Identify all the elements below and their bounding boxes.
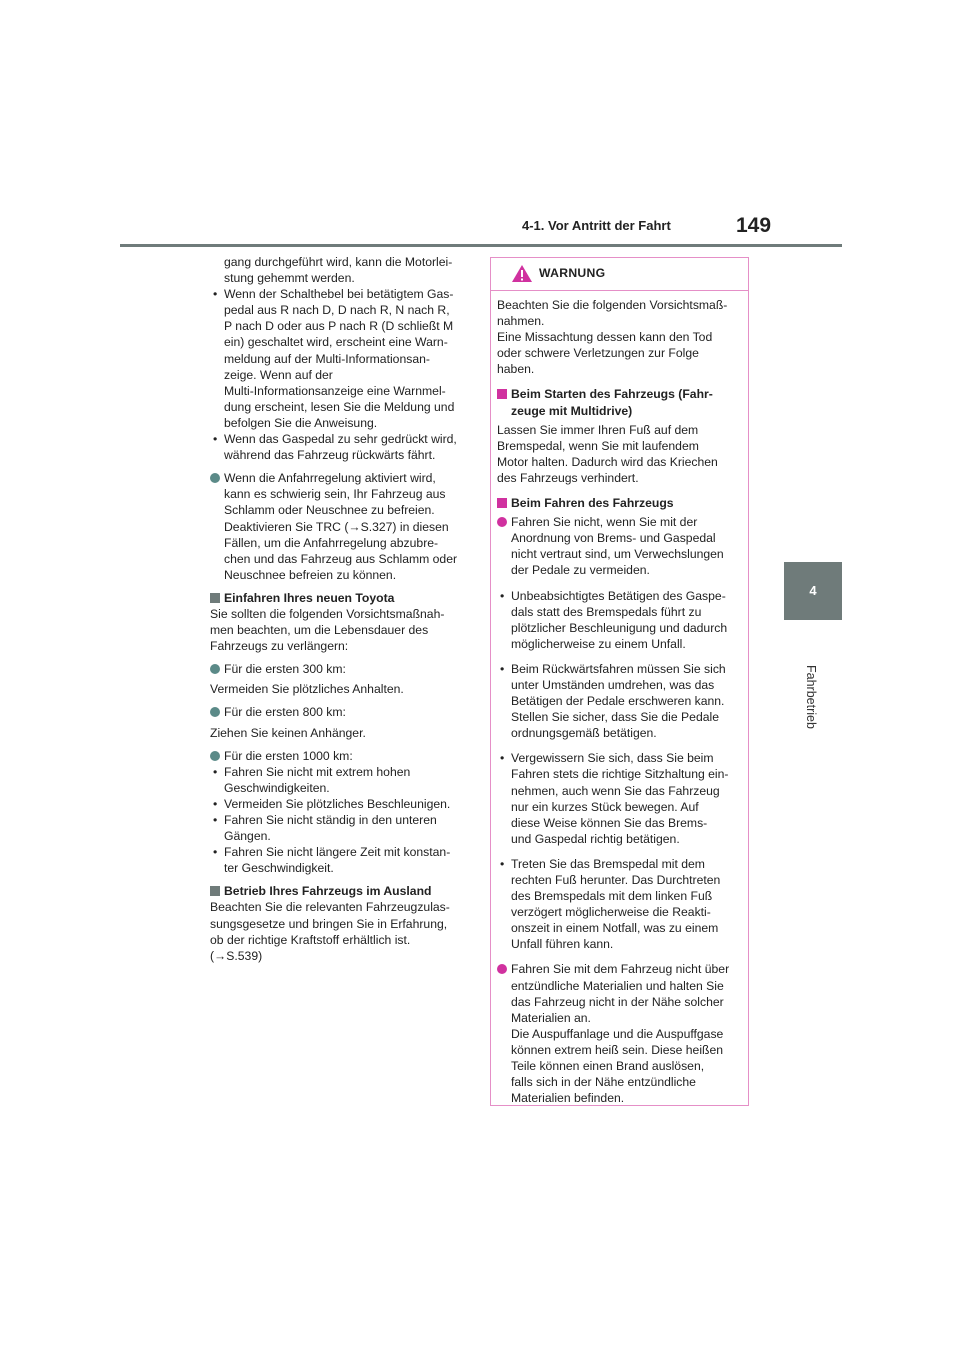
text-line: Stellen Sie sicher, dass Sie die Pedale (511, 710, 719, 725)
text-line: meldung auf der Multi-Informationsan- (224, 351, 430, 366)
text-line: zeige. Wenn auf der (224, 367, 333, 382)
circle-bullet-item (210, 470, 468, 583)
circle-bullet-item (210, 704, 468, 720)
paragraph (210, 606, 468, 654)
text-line: men beachten, um die Lebensdauer des (210, 623, 429, 638)
dash-item (210, 764, 468, 796)
square-bullet-icon (210, 886, 220, 896)
chapter-label-text: Fahrbetrieb (804, 665, 818, 729)
text-line: Teile können einen Brand auslösen, (511, 1059, 705, 1074)
text-line: pedal aus R nach D, D nach R, N nach R, (224, 303, 450, 318)
dash-item (210, 796, 468, 812)
text-line: falls sich in der Nähe entzündliche (511, 1075, 696, 1090)
circle-bullet-icon (210, 473, 220, 483)
dash-item (210, 431, 468, 463)
text-line: oder schwere Verletzungen zur Folge (497, 346, 699, 361)
text-line: ordnungsgemäß betätigen. (511, 726, 657, 741)
text-line: • Treten Sie das Bremspedal mit dem (511, 856, 705, 871)
warning-heading (497, 495, 742, 511)
text-line: • Vermeiden Sie plötzliches Beschleunigen. (224, 796, 451, 811)
heading-text: Einfahren Ihres neuen Toyota (224, 590, 395, 605)
text-line: des Fahrzeugs verhindert. (497, 470, 639, 485)
circle-bullet-item (210, 661, 468, 677)
circle-bullet-item (210, 748, 468, 764)
text-line: onszeit in einem Notfall, was zu einem (511, 921, 719, 936)
warning-heading (497, 386, 742, 418)
paragraph (210, 681, 468, 697)
circle-bullet-icon (497, 517, 507, 527)
text-line: stung gehemmt werden. (224, 271, 355, 286)
header-rule (120, 244, 842, 247)
text-line: Anordnung von Brems- und Gaspedal (511, 531, 716, 546)
text-line: Fahren stets die richtige Sitzhaltung ein- (511, 767, 729, 782)
text-line: • Fahren Sie nicht mit extrem hohen (224, 764, 411, 779)
warning-title: WARNUNG (539, 266, 606, 280)
text-line: Unfall führen kann. (511, 937, 614, 952)
text-line: • Wenn das Gaspedal zu sehr gedrückt wird, (224, 432, 457, 447)
heading-text: Beim Starten des Fahrzeugs (Fahr- (511, 387, 713, 402)
text-line: (→S.539) (210, 948, 263, 963)
text-line: Ziehen Sie keinen Anhänger. (210, 725, 366, 740)
text-line: nur ein kurzes Stück bewegen. Auf (511, 799, 699, 814)
warning-triangle-icon (511, 264, 533, 283)
circle-bullet-icon (210, 664, 220, 674)
text-line: • Fahren Sie nicht längere Zeit mit konstan- (224, 845, 451, 860)
text-line: Schlamm oder Neuschnee zu befreien. (224, 503, 435, 518)
heading-text: Betrieb Ihres Fahrzeugs im Ausland (224, 884, 432, 899)
text-line: nicht vertraut sind, um Verwechslungen (511, 547, 724, 562)
text-line: • Beim Rückwärtsfahren müssen Sie sich (511, 661, 726, 676)
text-line: plötzlicher Beschleunigung und dadurch (511, 620, 728, 635)
left-column (210, 254, 468, 964)
text-line: • Vergewissern Sie sich, dass Sie beim (511, 751, 714, 766)
text-line: diese Weise können Sie das Brems- (511, 815, 708, 830)
text-line: Fahrzeugs zu verlängern: (210, 639, 349, 654)
text-line: Für die ersten 300 km: (224, 662, 346, 677)
text-line: unter Umständen umdrehen, was das (511, 677, 715, 692)
square-bullet-icon (497, 498, 507, 508)
text-line: sungsgesetze und bringen Sie in Erfahrung, (210, 916, 448, 931)
text-line: Für die ersten 1000 km: (224, 748, 353, 763)
text-line: Materialien an. (511, 1010, 591, 1025)
dash-item (210, 812, 468, 844)
text-line: Lassen Sie immer Ihren Fuß auf dem (497, 422, 699, 437)
text-line: Wenn die Anfahrregelung aktiviert wird, (224, 471, 436, 486)
text-line: entzündliche Materialien und halten Sie (511, 978, 724, 993)
section-heading (210, 883, 468, 899)
chapter-tab (784, 562, 842, 620)
text-line: das Fahrzeug nicht in der Nähe solcher (511, 994, 724, 1009)
warning-header (491, 258, 748, 291)
text-line: Fällen, um die Anfahrregelung abzubre- (224, 535, 439, 550)
warning-dash-item (497, 588, 742, 652)
square-bullet-icon (497, 389, 507, 399)
circle-bullet-icon (497, 964, 507, 974)
warning-circle-item (497, 961, 742, 1106)
warning-box (490, 257, 749, 1106)
warning-circle-item (497, 514, 742, 578)
text-line: dung erscheint, lesen Sie die Meldung und (224, 399, 455, 414)
text-line: Gängen. (224, 829, 271, 844)
square-bullet-icon (210, 593, 220, 603)
text-line: Materialien befinden. (511, 1091, 625, 1106)
text-line: Für die ersten 800 km: (224, 705, 346, 720)
page-number: 149 (736, 214, 772, 237)
text-line: haben. (497, 362, 535, 377)
text-line: während das Fahrzeug rückwärts fährt. (224, 448, 436, 463)
text-line: • Wenn der Schalthebel bei betätigtem Gas- (224, 287, 454, 302)
text-line: Motor halten. Dadurch wird das Kriechen (497, 454, 718, 469)
text-line: Betätigen der Pedale erschweren kann. (511, 694, 725, 709)
paragraph (210, 899, 468, 963)
text-line: nahmen. (497, 314, 545, 329)
text-line: Neuschnee befreien zu können. (224, 567, 397, 582)
text-line: rechten Fuß herunter. Das Durchtreten (511, 873, 721, 887)
heading-text: Beim Fahren des Fahrzeugs (511, 496, 674, 511)
warning-dash-item (497, 661, 742, 741)
text-line: • Unbeabsichtigtes Betätigen des Gaspe- (511, 588, 726, 603)
text-line: möglicherweise zu einem Unfall. (511, 636, 686, 651)
text-line: des Bremspedals mit dem linken Fuß (511, 889, 713, 904)
continued-text (210, 254, 468, 286)
warning-dash-item (497, 856, 742, 953)
text-line: Fahren Sie mit dem Fahrzeug nicht über (511, 962, 730, 977)
text-line: Die Auspuffanlage und die Auspuffgase (511, 1026, 724, 1041)
warning-body (491, 291, 748, 1106)
chapter-label (804, 665, 824, 755)
chapter-number: 4 (809, 583, 817, 598)
dash-item (210, 286, 468, 431)
text-line: Eine Missachtung dessen kann den Tod (497, 330, 713, 345)
text-line: können extrem heiß sein. Diese heißen (511, 1042, 724, 1057)
text-line: der Pedale zu vermeiden. (511, 563, 650, 578)
text-line: befolgen Sie die Anweisung. (224, 415, 378, 430)
section-title: 4-1. Vor Antritt der Fahrt (522, 218, 671, 233)
text-line: Bremspedal, wenn Sie mit laufendem (497, 438, 699, 453)
text-line: und Gaspedal richtig betätigen. (511, 831, 680, 846)
text-line: Geschwindigkeiten. (224, 780, 330, 795)
text-line: gang durchgeführt wird, kann die Motorlei- (224, 255, 453, 269)
text-line: chen und das Fahrzeug aus Schlamm oder (224, 551, 458, 566)
text-line: Fahren Sie nicht, wenn Sie mit der (511, 515, 698, 530)
dash-item (210, 844, 468, 876)
text-line: verzögert möglicherweise die Reakti- (511, 905, 711, 920)
warning-dash-item (497, 750, 742, 847)
text-line: ob der richtige Kraftstoff erhältlich ist. (210, 932, 411, 947)
text-line: Vermeiden Sie plötzliches Anhalten. (210, 682, 404, 697)
heading-text: zeuge mit Multidrive) (511, 403, 633, 418)
text-line: P nach D oder aus P nach R (D schließt M (224, 319, 454, 334)
text-line: nehmen, auch wenn Sie das Fahrzeug (511, 783, 720, 798)
text-line: ein) geschaltet wird, erscheint eine Warn- (224, 335, 448, 350)
text-line: ter Geschwindigkeit. (224, 861, 334, 876)
paragraph (210, 725, 468, 741)
text-line: • Fahren Sie nicht ständig in den unteren (224, 813, 437, 827)
text-line: Multi-Informationsanzeige eine Warnmel- (224, 383, 446, 398)
circle-bullet-icon (210, 707, 220, 717)
text-line: kann es schwierig sein, Ihr Fahrzeug aus (224, 487, 446, 502)
text-line: Deaktivieren Sie TRC (→S.327) in diesen (224, 519, 449, 534)
text-line: dals statt des Bremspedals führt zu (511, 604, 702, 619)
text-line: Beachten Sie die folgenden Vorsichtsmaß- (497, 298, 728, 312)
warning-intro (497, 297, 742, 377)
text-line: Beachten Sie die relevanten Fahrzeugzulas- (210, 900, 450, 915)
warning-paragraph (497, 422, 742, 486)
section-heading (210, 590, 468, 606)
text-line: Sie sollten die folgenden Vorsichtsmaßnah- (210, 606, 445, 621)
circle-bullet-icon (210, 751, 220, 761)
